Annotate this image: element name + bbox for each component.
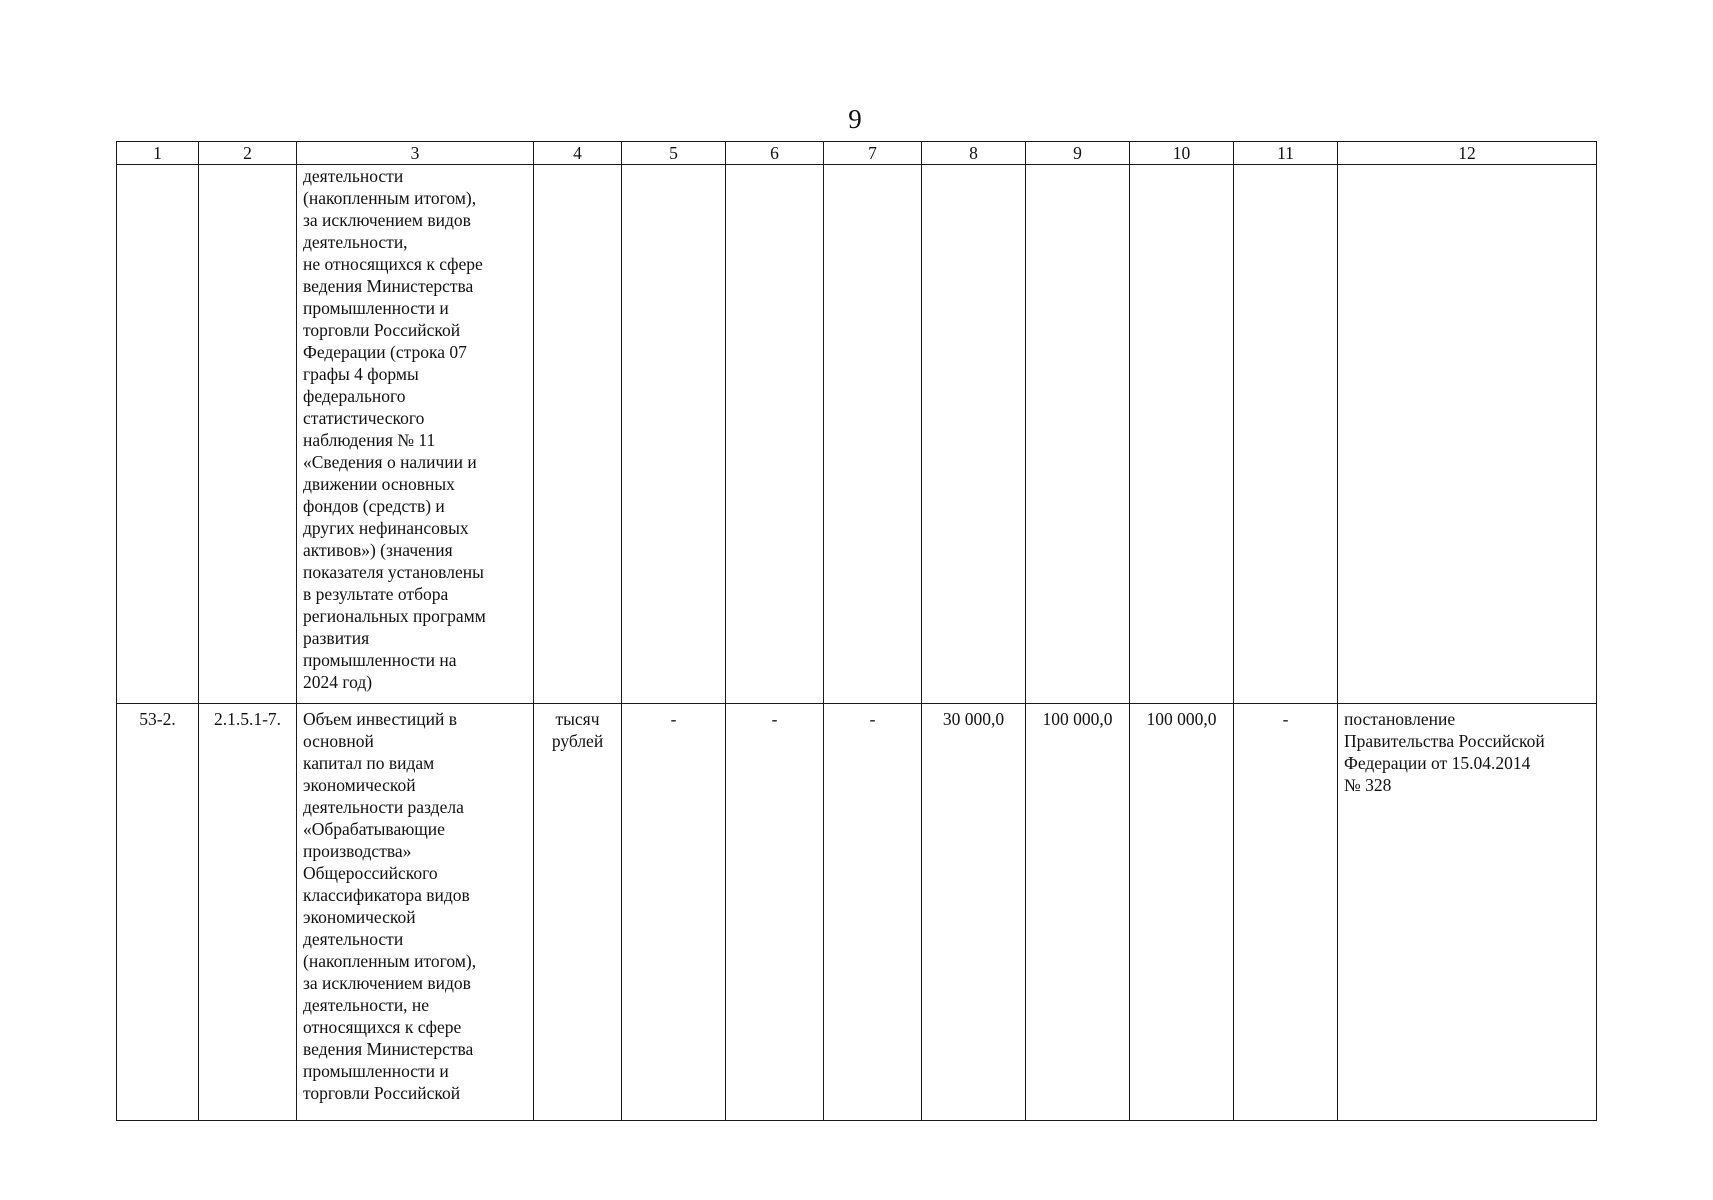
cell-value-11 xyxy=(1234,165,1338,704)
column-header-4: 4 xyxy=(534,142,622,165)
column-header-5: 5 xyxy=(622,142,726,165)
column-header-3: 3 xyxy=(297,142,534,165)
column-header-1: 1 xyxy=(117,142,199,165)
column-header-11: 11 xyxy=(1234,142,1338,165)
column-header-7: 7 xyxy=(824,142,922,165)
cell-value-8: 30 000,0 xyxy=(922,704,1026,1121)
cell-value-6: - xyxy=(726,704,824,1121)
table-row xyxy=(117,704,1597,1121)
cell-value-6 xyxy=(726,165,824,704)
column-header-12: 12 xyxy=(1338,142,1597,165)
cell-unit xyxy=(534,165,622,704)
cell-code xyxy=(199,165,297,704)
cell-indicator-name: Объем инвестиций в основной капитал по видам экономической деятельности раздела «Обрабатывающие производства» Общероссийского классификатора видов экономической деятельности (накопленным итогом), за исключением видов деятельности, не относящихся к сфере ведения Министерства промышленности и торговли Российской xyxy=(297,704,534,1121)
cell-value-7 xyxy=(824,165,922,704)
cell-value-9: 100 000,0 xyxy=(1026,704,1130,1121)
cell-value-5 xyxy=(622,165,726,704)
cell-indicator-name: деятельности (накопленным итогом), за исключением видов деятельности, не относящихся к сфере ведения Министерства промышленности и торговли Российской Федерации (строка 07 графы 4 формы федерального статистического наблюдения № 11 «Сведения о наличии и движении основных фондов (средств) и других нефинансовых активов») (значения показателя установлены в результате отбора региональных программ развития промышленности на 2024 год) xyxy=(297,165,534,704)
cell-row-number xyxy=(117,165,199,704)
table-row-continuation xyxy=(117,165,1597,704)
cell-code: 2.1.5.1-7. xyxy=(199,704,297,1121)
cell-row-number: 53-2. xyxy=(117,704,199,1121)
column-header-2: 2 xyxy=(199,142,297,165)
cell-value-8 xyxy=(922,165,1026,704)
cell-value-9 xyxy=(1026,165,1130,704)
column-header-8: 8 xyxy=(922,142,1026,165)
cell-unit: тысяч рублей xyxy=(534,704,622,1121)
column-header-9: 9 xyxy=(1026,142,1130,165)
cell-source: постановление Правительства Российской Федерации от 15.04.2014 № 328 xyxy=(1338,704,1597,1121)
column-header-6: 6 xyxy=(726,142,824,165)
cell-value-5: - xyxy=(622,704,726,1121)
cell-value-10 xyxy=(1130,165,1234,704)
page-number: 9 xyxy=(848,104,862,134)
column-header-10: 10 xyxy=(1130,142,1234,165)
cell-source xyxy=(1338,165,1597,704)
cell-value-10: 100 000,0 xyxy=(1130,704,1234,1121)
cell-value-7: - xyxy=(824,704,922,1121)
indicators-table xyxy=(116,141,1597,1121)
cell-value-11: - xyxy=(1234,704,1338,1121)
header-row xyxy=(117,142,1597,165)
